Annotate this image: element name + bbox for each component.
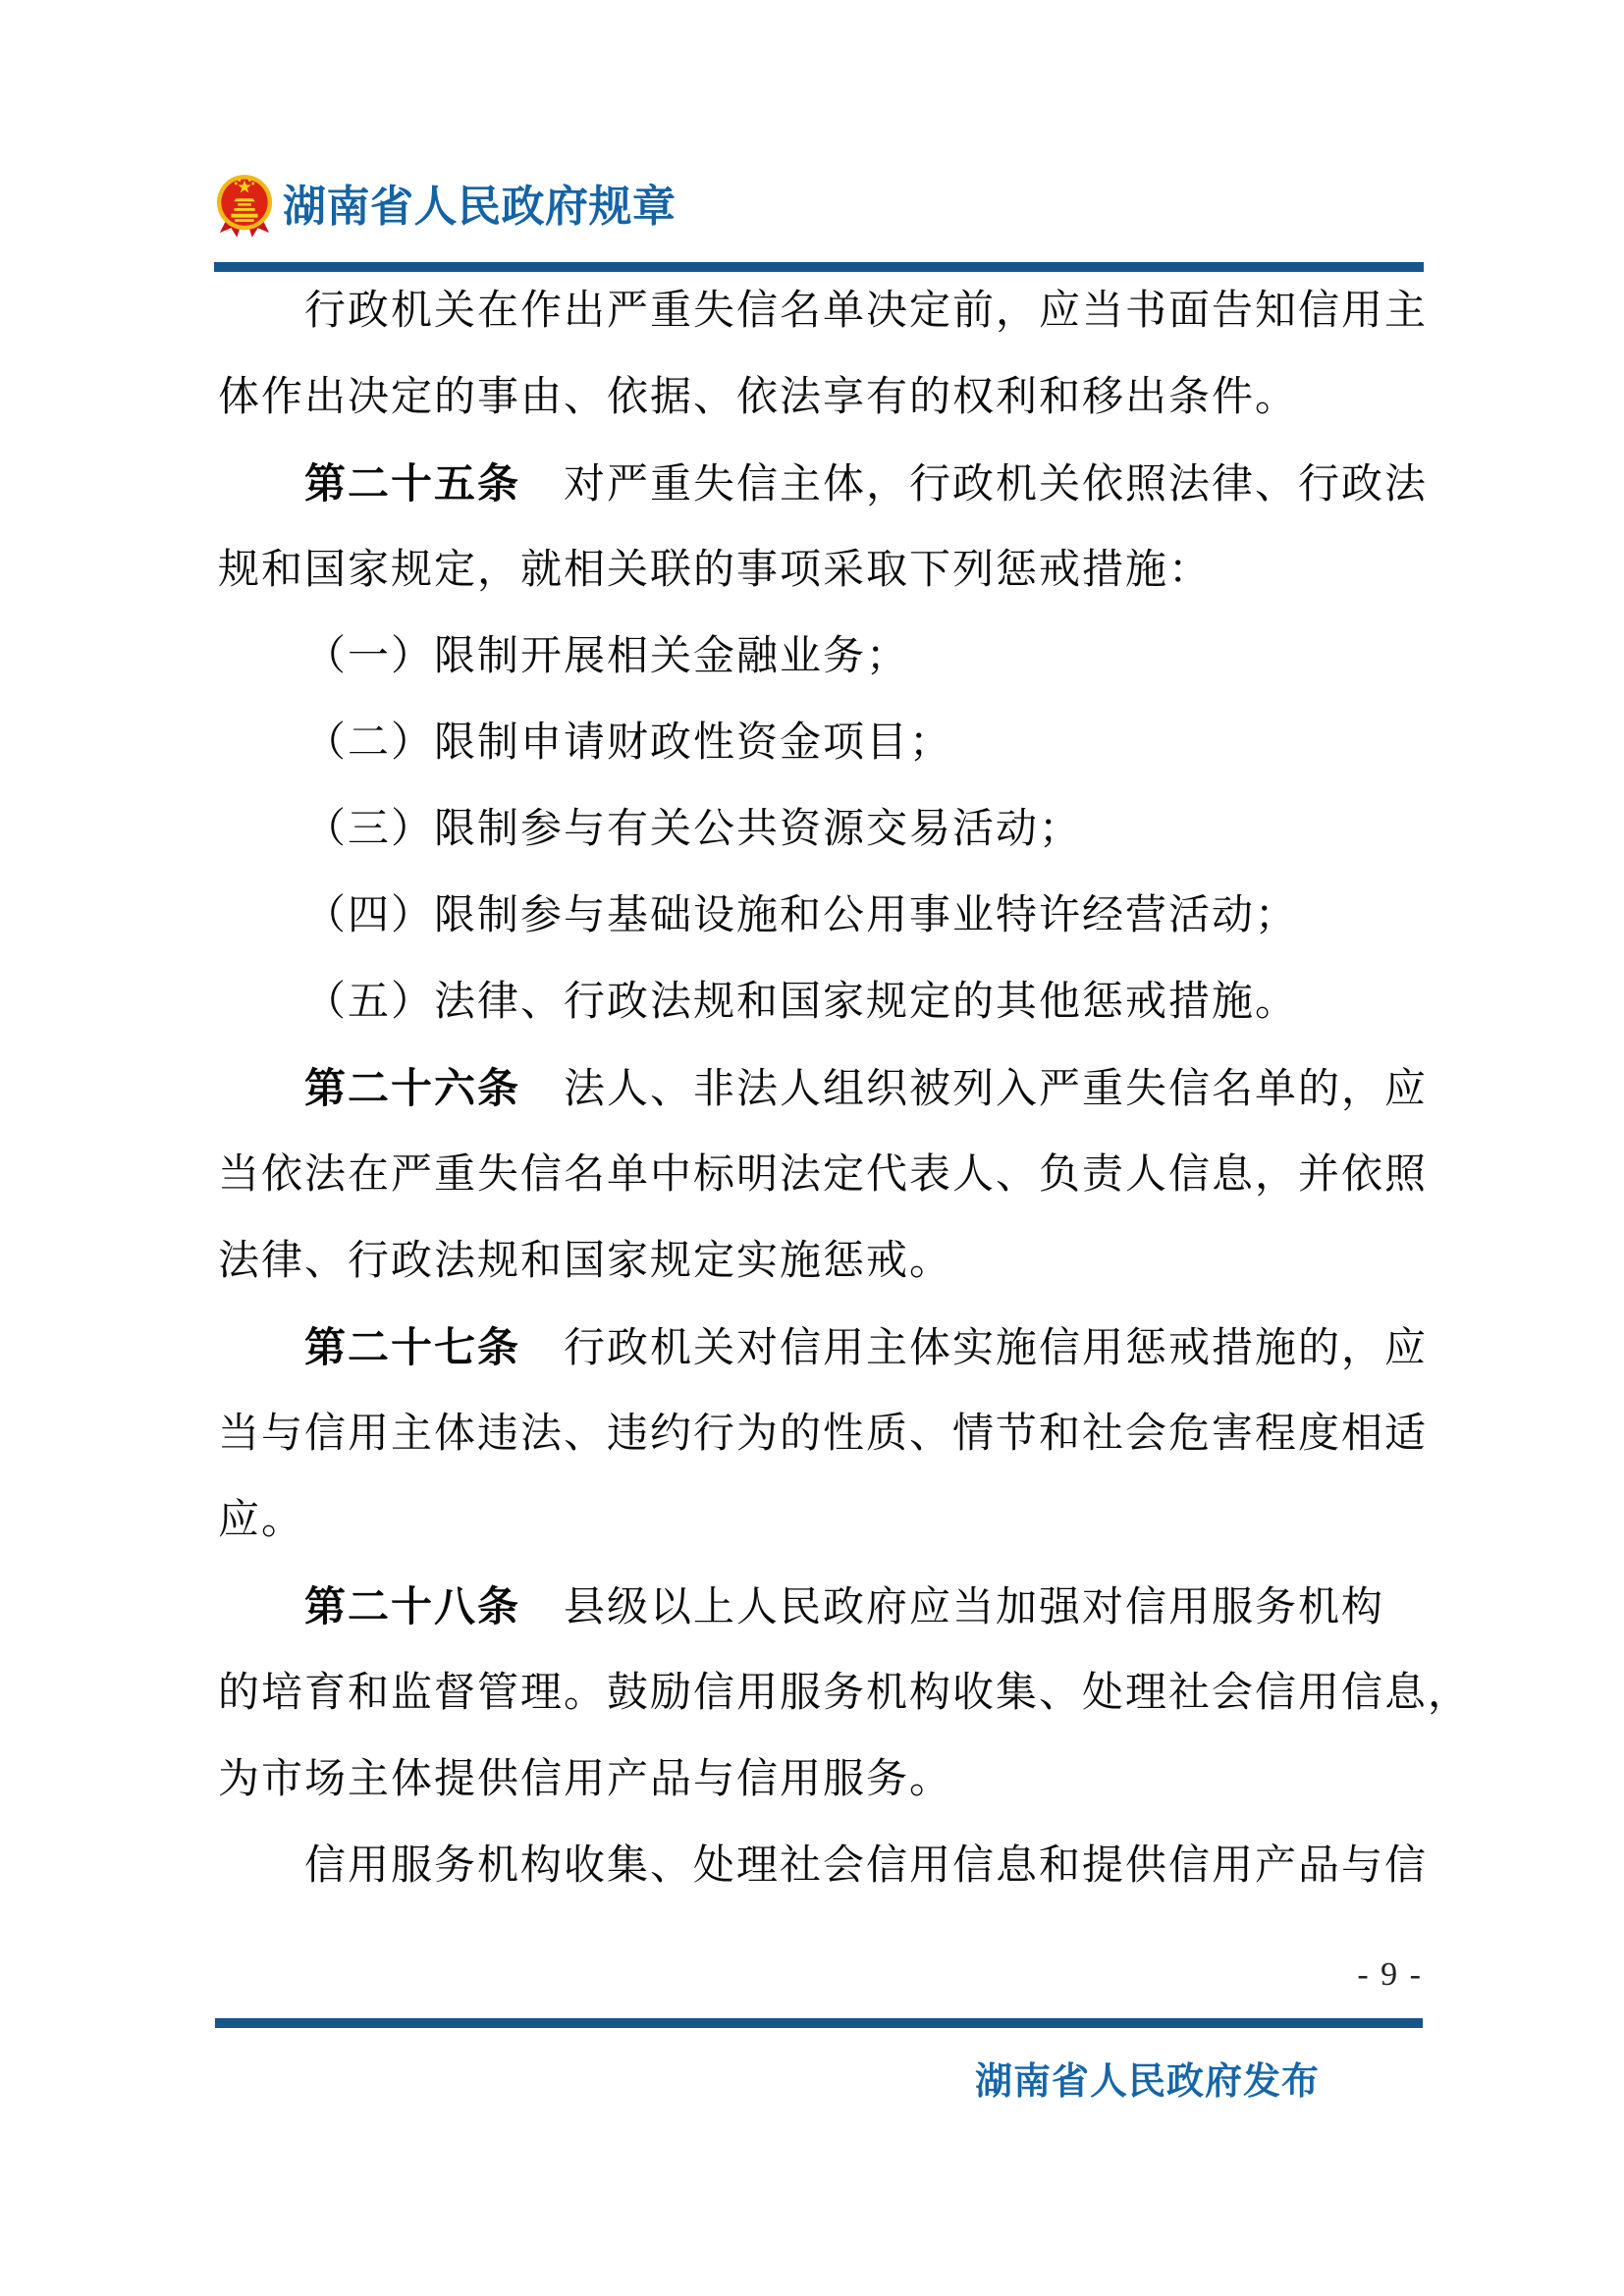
- line-text: （二）限制申请财政性资金项目；: [304, 721, 953, 766]
- line-text: 行政机关对信用主体实施信用惩戒措施的，应: [520, 1326, 1429, 1371]
- line-text: 对严重失信主体，行政机关依照法律、行政法: [520, 462, 1429, 507]
- line-text: 县级以上人民政府应当加强对信用服务机构: [520, 1585, 1385, 1630]
- article-number: 第二十七条: [304, 1324, 521, 1370]
- text-line: [218, 1564, 1447, 1650]
- line-text: （一）限制开展相关金融业务；: [304, 634, 910, 679]
- article-number: 第二十八条: [304, 1583, 521, 1629]
- text-line: [218, 1391, 1447, 1477]
- article-number: 第二十五条: [304, 460, 521, 507]
- text-line: [218, 354, 1447, 441]
- line-text: 规和国家规定，就相关联的事项采取下列惩戒措施：: [218, 548, 1213, 593]
- text-line: [218, 786, 1447, 873]
- line-text: 体作出决定的事由、依据、依法享有的权利和移出条件。: [218, 375, 1299, 420]
- line-text: （四）限制参与基础设施和公用事业特许经营活动；: [304, 893, 1299, 938]
- page-number: - 9 -: [1357, 1956, 1423, 1993]
- text-line: [218, 873, 1447, 959]
- line-text: 信用服务机构收集、处理社会信用信息和提供信用产品与信: [304, 1843, 1429, 1889]
- text-line: [218, 1650, 1472, 1736]
- text-line: [218, 614, 1447, 700]
- line-text: 法律、行政法规和国家规定实施惩戒。: [218, 1239, 953, 1284]
- line-text: 的培育和监督管理。鼓励信用服务机构收集、处理社会信用信息，: [218, 1671, 1472, 1716]
- text-line: [218, 1477, 1447, 1564]
- text-line: [218, 527, 1447, 614]
- line-text: 应。: [218, 1498, 305, 1543]
- line-text: 当依法在严重失信名单中标明法定代表人、负责人信息，并依照: [218, 1152, 1429, 1198]
- line-text: 行政机关在作出严重失信名单决定前，应当书面告知信用主: [304, 289, 1429, 334]
- line-text: （三）限制参与有关公共资源交易活动；: [304, 807, 1083, 852]
- line-text: 法人、非法人组织被列入严重失信名单的，应: [520, 1067, 1429, 1112]
- text-line: [218, 1218, 1447, 1305]
- footer-divider: [215, 2018, 1423, 2028]
- line-text: 当与信用主体违法、违约行为的性质、情节和社会危害程度相适: [218, 1412, 1429, 1457]
- document-body: [218, 268, 1472, 1909]
- text-line: [218, 1305, 1447, 1391]
- text-line: [218, 1823, 1447, 1909]
- text-line: [218, 700, 1447, 786]
- publisher-text: 湖南省人民政府发布: [975, 2061, 1321, 2103]
- line-text: （五）法律、行政法规和国家规定的其他惩戒措施。: [304, 980, 1299, 1025]
- text-line: [218, 1045, 1447, 1132]
- national-emblem-icon: [216, 174, 273, 240]
- text-line: [218, 1736, 1447, 1823]
- line-text: 为市场主体提供信用产品与信用服务。: [218, 1757, 953, 1802]
- document-lines: [218, 268, 1472, 1909]
- page-title: 湖南省人民政府规章: [283, 183, 677, 231]
- article-number: 第二十六条: [304, 1065, 521, 1111]
- text-line: [218, 1132, 1447, 1218]
- text-line: [218, 441, 1447, 527]
- text-line: [218, 268, 1447, 354]
- text-line: [218, 959, 1447, 1045]
